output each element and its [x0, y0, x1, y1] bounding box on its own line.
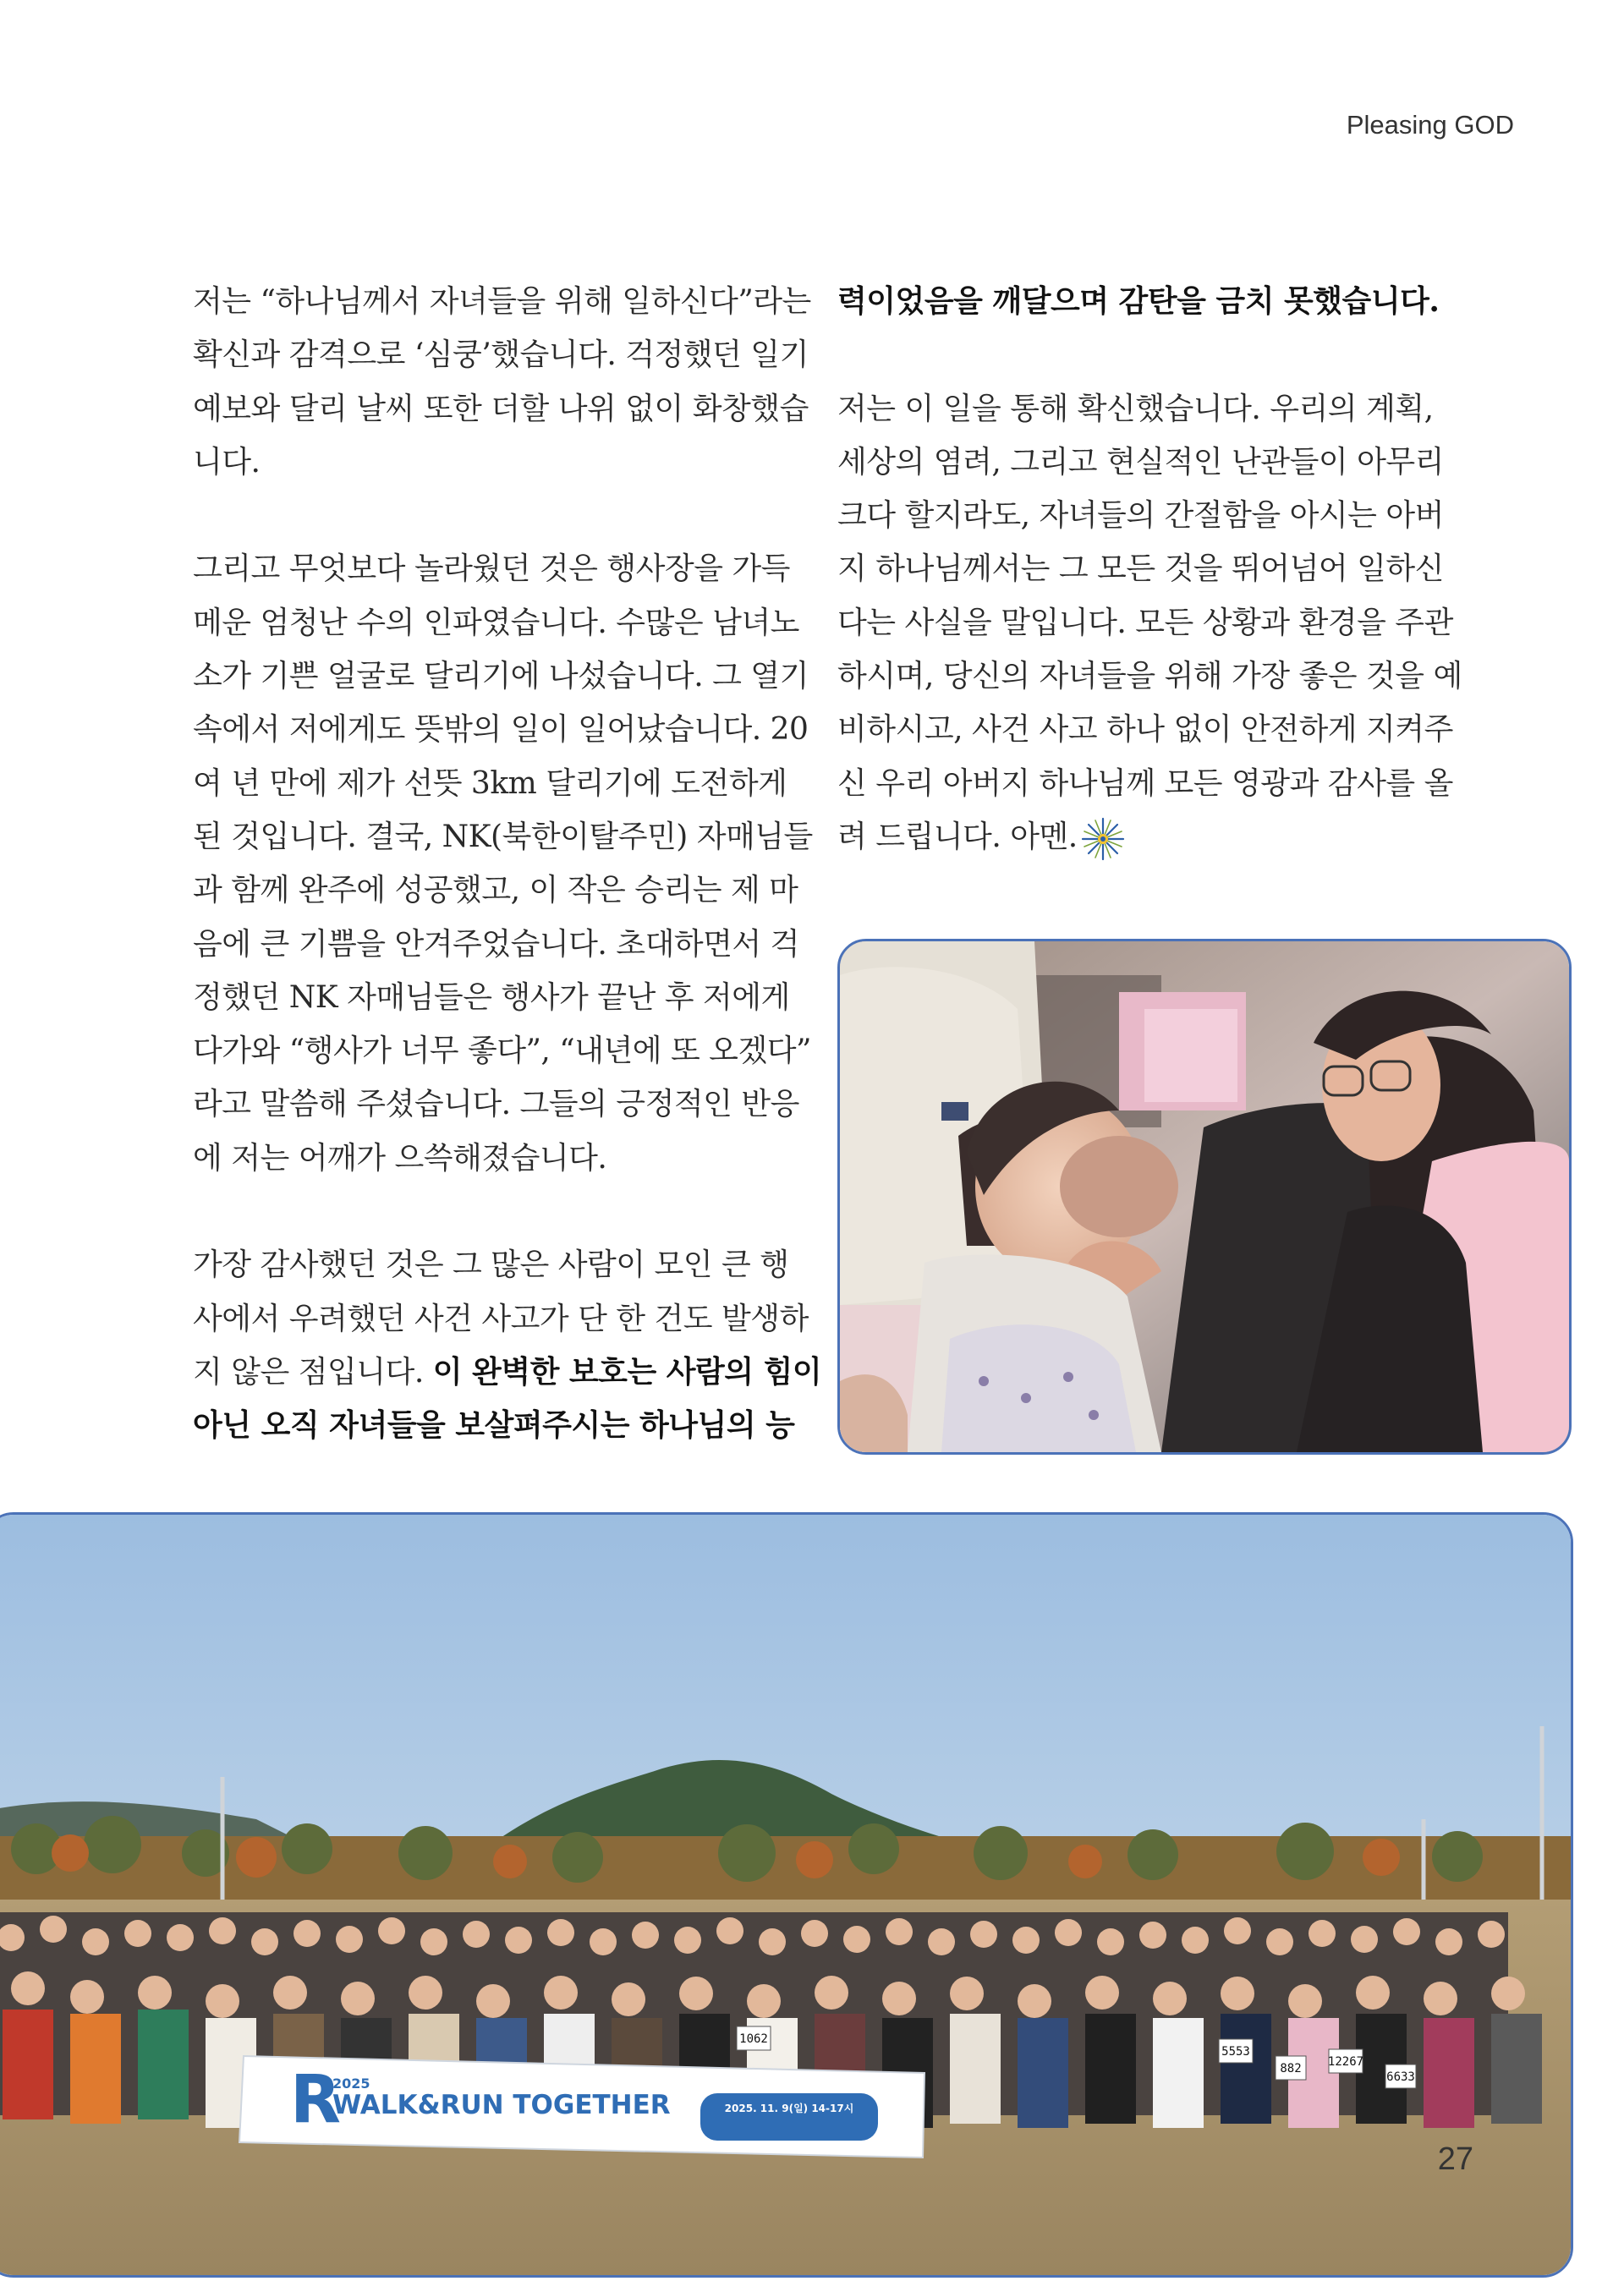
banner-title: WALK&RUN TOGETHER [332, 2090, 671, 2120]
text-line: 여 년 만에 제가 선뜻 3km 달리기에 도전하게 [193, 765, 787, 801]
bib-number: 1062 [739, 2032, 768, 2046]
text-line: 하시며, 당신의 자녀들을 위해 가장 좋은 것을 예 [837, 659, 1462, 694]
text-line: 예보와 달리 날씨 또한 더할 나위 없이 화창했습 [193, 391, 809, 426]
text-line: 그리고 무엇보다 놀라웠던 것은 행사장을 가득 [193, 551, 790, 587]
running-header: Pleasing GOD [1346, 110, 1514, 140]
text-line: 사에서 우려했던 사건 사고가 단 한 건도 발생하 [193, 1301, 809, 1336]
text-line-bold: 력이었음을 깨달으며 감탄을 금치 못했습니다. [837, 283, 1440, 319]
paragraph-gap [837, 328, 1446, 381]
right-paragraphs [837, 328, 1462, 810]
text-line: 정했던 NK 자매님들은 행사가 끝난 후 저에게 [193, 979, 790, 1015]
text-line: 라고 말씀해 주셨습니다. 그들의 긍정적인 반응 [193, 1087, 799, 1122]
text-line-bold: 아닌 오직 자녀들을 보살펴주시는 하나님의 능 [193, 1407, 795, 1444]
face-painting-photo [837, 939, 1572, 1455]
banner-year: 2025 [332, 2075, 370, 2092]
closing-line [837, 810, 1446, 864]
banner-date: 2025. 11. 9(일) 14-17시 [724, 2103, 854, 2114]
text-line: 크다 할지라도, 자녀들의 간절함을 아시는 아버 [837, 498, 1444, 534]
left-text-column [193, 275, 822, 1453]
text-plain-segment: 지 않은 점입니다. [193, 1354, 433, 1390]
text-line: 니다. [193, 444, 261, 480]
bib-number: 882 [1280, 2062, 1302, 2075]
text-line: 확신과 감격으로 ‘심쿵’했습니다. 걱정했던 일기 [193, 337, 809, 373]
closing-text: 려 드립니다. 아멘. [837, 819, 1078, 854]
cross-ornament-icon [1081, 817, 1125, 861]
text-line: 된 것입니다. 결국, NK(북한이탈주민) 자매님들 [193, 819, 813, 854]
paragraph-gap [193, 1185, 793, 1238]
text-line: 에 저는 어깨가 으쓱해졌습니다. [193, 1140, 607, 1176]
text-line: 저는 “하나님께서 자녀들을 위해 일하신다”라는 [193, 284, 811, 319]
text-line: 음에 큰 기쁨을 안겨주었습니다. 초대하면서 걱 [193, 926, 799, 962]
bib-number: 6633 [1386, 2070, 1415, 2084]
left-paragraphs [193, 275, 813, 1346]
text-line: 다가와 “행사가 너무 좋다”, “내년에 또 오겠다” [193, 1034, 811, 1069]
paragraph-gap [193, 489, 793, 542]
right-text-column [837, 275, 1462, 864]
text-line: 비하시고, 사건 사고 하나 없이 안전하게 지켜주 [837, 712, 1453, 748]
text-line: 속에서 저에게도 뜻밖의 일이 일어났습니다. 20 [193, 712, 809, 748]
group-photo [0, 1512, 1573, 2278]
text-line-mixed [193, 1346, 822, 1399]
text-line: 다는 사실을 말입니다. 모든 상황과 환경을 주관 [837, 605, 1453, 640]
event-banner [239, 2056, 924, 2158]
text-line: 소가 기쁜 얼굴로 달리기에 나섰습니다. 그 열기 [193, 659, 809, 694]
text-line: 저는 이 일을 통해 확신했습니다. 우리의 계획, [837, 391, 1434, 426]
text-line: 가장 감사했던 것은 그 많은 사람이 모인 큰 행 [193, 1247, 789, 1283]
text-line: 지 하나님께서는 그 모든 것을 뛰어넘어 일하신 [837, 551, 1444, 587]
bib-number: 12267 [1327, 2055, 1364, 2069]
page-number: 27 [1437, 2141, 1473, 2177]
text-bold-segment: 이 완벽한 보호는 사람의 힘이 [432, 1353, 822, 1390]
text-line: 신 우리 아버지 하나님께 모든 영광과 감사를 올 [837, 765, 1453, 801]
text-line: 과 함께 완주에 성공했고, 이 작은 승리는 제 마 [193, 873, 798, 908]
text-line: 세상의 염려, 그리고 현실적인 난관들이 아무리 [837, 444, 1444, 480]
bib-number: 5553 [1221, 2045, 1250, 2059]
banner-logo-r: R [290, 2062, 342, 2138]
text-line: 메운 엄청난 수의 인파였습니다. 수많은 남녀노 [193, 605, 799, 640]
